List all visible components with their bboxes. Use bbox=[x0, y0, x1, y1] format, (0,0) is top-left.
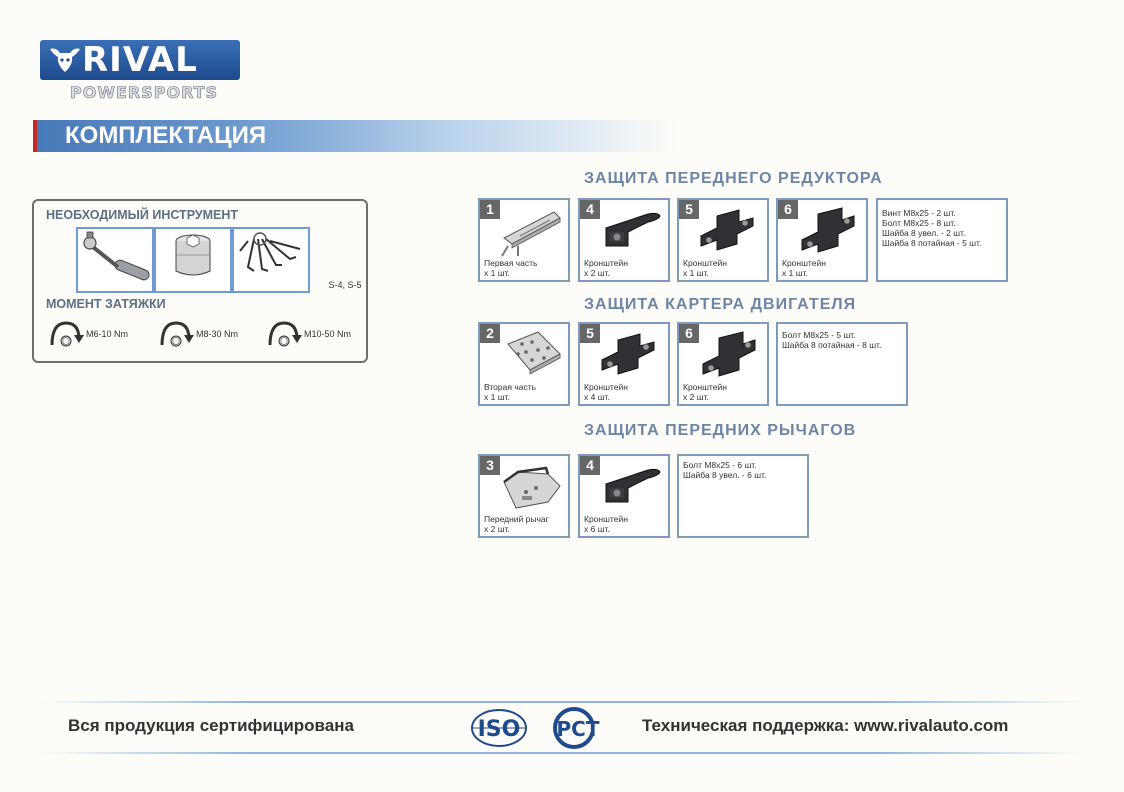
rival-logo bbox=[40, 40, 240, 102]
part-name: Кронштейн bbox=[584, 258, 628, 268]
hardware-item: Винт М8х25 - 2 шт. bbox=[882, 208, 956, 218]
part-name: Кронштейн bbox=[782, 258, 826, 268]
part-number: 5 bbox=[580, 324, 600, 343]
torque-arrow-icon bbox=[158, 319, 194, 349]
torque-label: M8-30 Nm bbox=[196, 329, 239, 339]
torque-m6 bbox=[48, 319, 148, 349]
footer-divider-bottom bbox=[40, 752, 1084, 754]
hardware-item: Шайба 8 потайная - 5 шт. bbox=[882, 238, 982, 248]
hardware-item: Болт М8х25 - 5 шт. bbox=[782, 330, 856, 340]
tools-title: НЕОБХОДИМЫЙ ИНСТРУМЕНТ bbox=[46, 208, 239, 222]
part-card bbox=[478, 454, 570, 538]
part-number: 6 bbox=[679, 324, 699, 343]
part-qty: х 4 шт. bbox=[584, 392, 610, 402]
torque-title: МОМЕНТ ЗАТЯЖКИ bbox=[46, 297, 166, 311]
hex-keys-icon bbox=[234, 229, 308, 291]
part-card bbox=[776, 198, 868, 282]
socket-icon bbox=[156, 229, 230, 291]
tools-panel bbox=[32, 199, 368, 363]
torque-m10 bbox=[266, 319, 366, 349]
part-name: Кронштейн bbox=[584, 382, 628, 392]
gost-logo-icon bbox=[548, 706, 606, 750]
torque-label: M10-50 Nm bbox=[304, 329, 352, 339]
iso-text: ISO bbox=[477, 717, 521, 742]
part-name: Первая часть bbox=[484, 258, 538, 268]
hardware-item: Шайба 8 увел. - 2 шт. bbox=[882, 228, 966, 238]
part-number: 2 bbox=[480, 324, 500, 343]
part-name: Передний рычаг bbox=[484, 514, 549, 524]
hardware-item: Шайба 8 увел. - 6 шт. bbox=[683, 470, 767, 480]
ratchet-tool bbox=[76, 227, 154, 293]
section-title: ЗАЩИТА КАРТЕРА ДВИГАТЕЛЯ bbox=[584, 296, 857, 313]
hardware-list bbox=[876, 198, 1008, 282]
hardware-item: Болт М8х25 - 8 шт. bbox=[882, 218, 956, 228]
section-title: ЗАЩИТА ПЕРЕДНИХ РЫЧАГОВ bbox=[584, 422, 857, 439]
bull-head-icon bbox=[48, 45, 82, 75]
certification-note: Вся продукция сертифицирована bbox=[68, 716, 354, 735]
support-contact: Техническая поддержка: www.rivalauto.com bbox=[642, 716, 1009, 735]
ratchet-icon bbox=[78, 229, 152, 291]
part-number: 4 bbox=[580, 200, 600, 219]
torque-arrow-icon bbox=[48, 319, 84, 349]
part-number: 3 bbox=[480, 456, 500, 475]
part-name: Кронштейн bbox=[584, 514, 628, 524]
part-name: Кронштейн bbox=[683, 258, 727, 268]
part-card bbox=[578, 454, 670, 538]
hardware-list bbox=[776, 322, 908, 406]
logo-badge bbox=[40, 40, 240, 80]
tool-label: S-4, S-5 bbox=[328, 280, 362, 290]
part-qty: х 1 шт. bbox=[683, 268, 709, 278]
socket-tool bbox=[154, 227, 232, 293]
part-qty: х 6 шт. bbox=[584, 524, 610, 534]
iso-logo-icon bbox=[470, 708, 528, 748]
logo-brand: RIVAL bbox=[82, 40, 198, 80]
part-card bbox=[478, 322, 570, 406]
part-qty: х 2 шт. bbox=[584, 268, 610, 278]
part-number: 5 bbox=[679, 200, 699, 219]
part-qty: х 1 шт. bbox=[484, 392, 510, 402]
part-card bbox=[677, 198, 769, 282]
section-title: ЗАЩИТА ПЕРЕДНЕГО РЕДУКТОРА bbox=[584, 170, 883, 187]
part-card bbox=[677, 322, 769, 406]
part-qty: х 1 шт. bbox=[484, 268, 510, 278]
part-name: Кронштейн bbox=[683, 382, 727, 392]
logo-subtitle: POWERSPORTS bbox=[70, 83, 219, 102]
torque-m8 bbox=[158, 319, 258, 349]
part-qty: х 2 шт. bbox=[683, 392, 709, 402]
hardware-list bbox=[677, 454, 809, 538]
section-banner bbox=[33, 120, 677, 152]
part-name: Вторая часть bbox=[484, 382, 537, 392]
hardware-item: Шайба 8 потайная - 8 шт. bbox=[782, 340, 882, 350]
part-qty: х 1 шт. bbox=[782, 268, 808, 278]
part-number: 4 bbox=[580, 456, 600, 475]
part-qty: х 2 шт. bbox=[484, 524, 510, 534]
part-number: 6 bbox=[778, 200, 798, 219]
part-card bbox=[478, 198, 570, 282]
part-number: 1 bbox=[480, 200, 500, 219]
footer-divider-top bbox=[40, 701, 1084, 703]
torque-label: M6-10 Nm bbox=[86, 329, 129, 339]
part-card bbox=[578, 198, 670, 282]
torque-arrow-icon bbox=[266, 319, 302, 349]
part-card bbox=[578, 322, 670, 406]
gost-text: РСТ bbox=[556, 717, 600, 741]
hardware-item: Болт М8х25 - 6 шт. bbox=[683, 460, 757, 470]
banner-title: КОМПЛЕКТАЦИЯ bbox=[65, 122, 267, 149]
hex-keys-tool bbox=[232, 227, 362, 293]
